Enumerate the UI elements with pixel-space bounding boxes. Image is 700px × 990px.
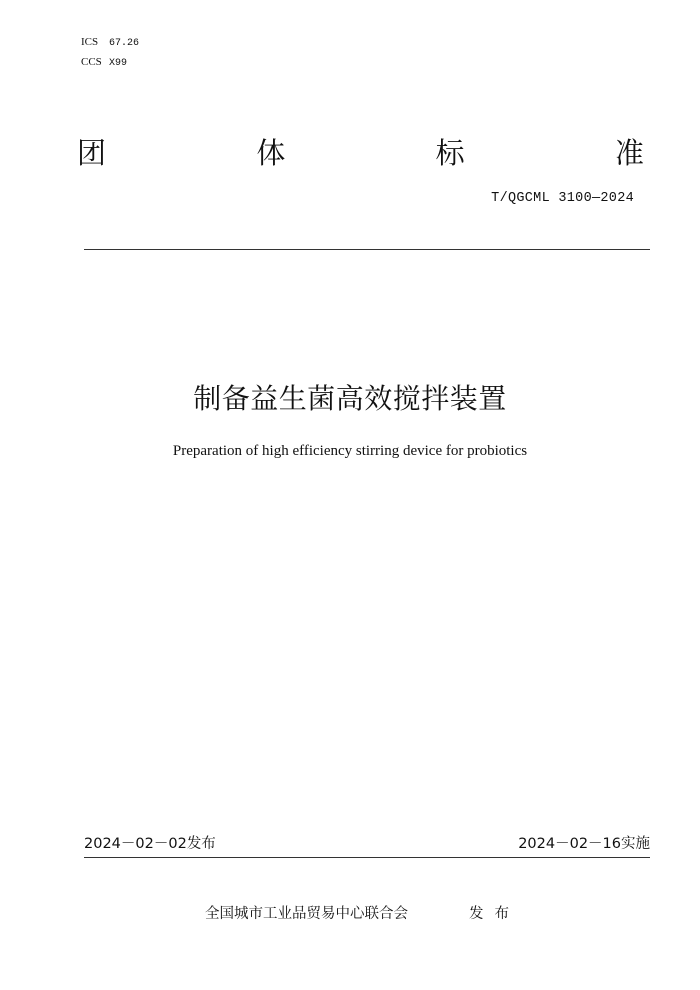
publisher-issue-label: 发布 <box>469 906 520 922</box>
implement-date-group <box>518 834 650 854</box>
standard-type-heading <box>77 134 644 172</box>
ics-label: ICS <box>81 36 99 48</box>
standard-type-char: 标 <box>435 136 465 170</box>
standard-number: T/QGCML 3100—2024 <box>491 191 634 206</box>
implement-date-label: 实施 <box>621 836 650 852</box>
classification-codes <box>81 33 139 73</box>
standard-type-char: 准 <box>614 136 644 170</box>
implement-date: 2024－02－16 <box>518 836 621 852</box>
publish-date: 2024－02－02 <box>84 836 187 852</box>
ccs-code: X99 <box>109 58 128 69</box>
ccs-label: CCS <box>81 56 102 68</box>
publisher-name: 全国城市工业品贸易中心联合会 <box>205 906 408 922</box>
document-title-chinese: 制备益生菌高效搅拌装置 <box>193 382 507 415</box>
publish-date-group <box>84 834 216 854</box>
publish-date-label: 发布 <box>186 836 216 852</box>
ccs-row <box>81 53 139 73</box>
document-title-english: Preparation of high efficiency stirring device for probiotics <box>172 443 528 459</box>
date-row <box>84 834 650 854</box>
bottom-divider <box>84 857 650 858</box>
ics-code: 67.26 <box>109 38 140 49</box>
ics-row <box>81 33 139 53</box>
top-divider <box>84 249 650 250</box>
standard-type-char: 体 <box>256 136 286 170</box>
standard-type-char: 团 <box>77 136 107 170</box>
